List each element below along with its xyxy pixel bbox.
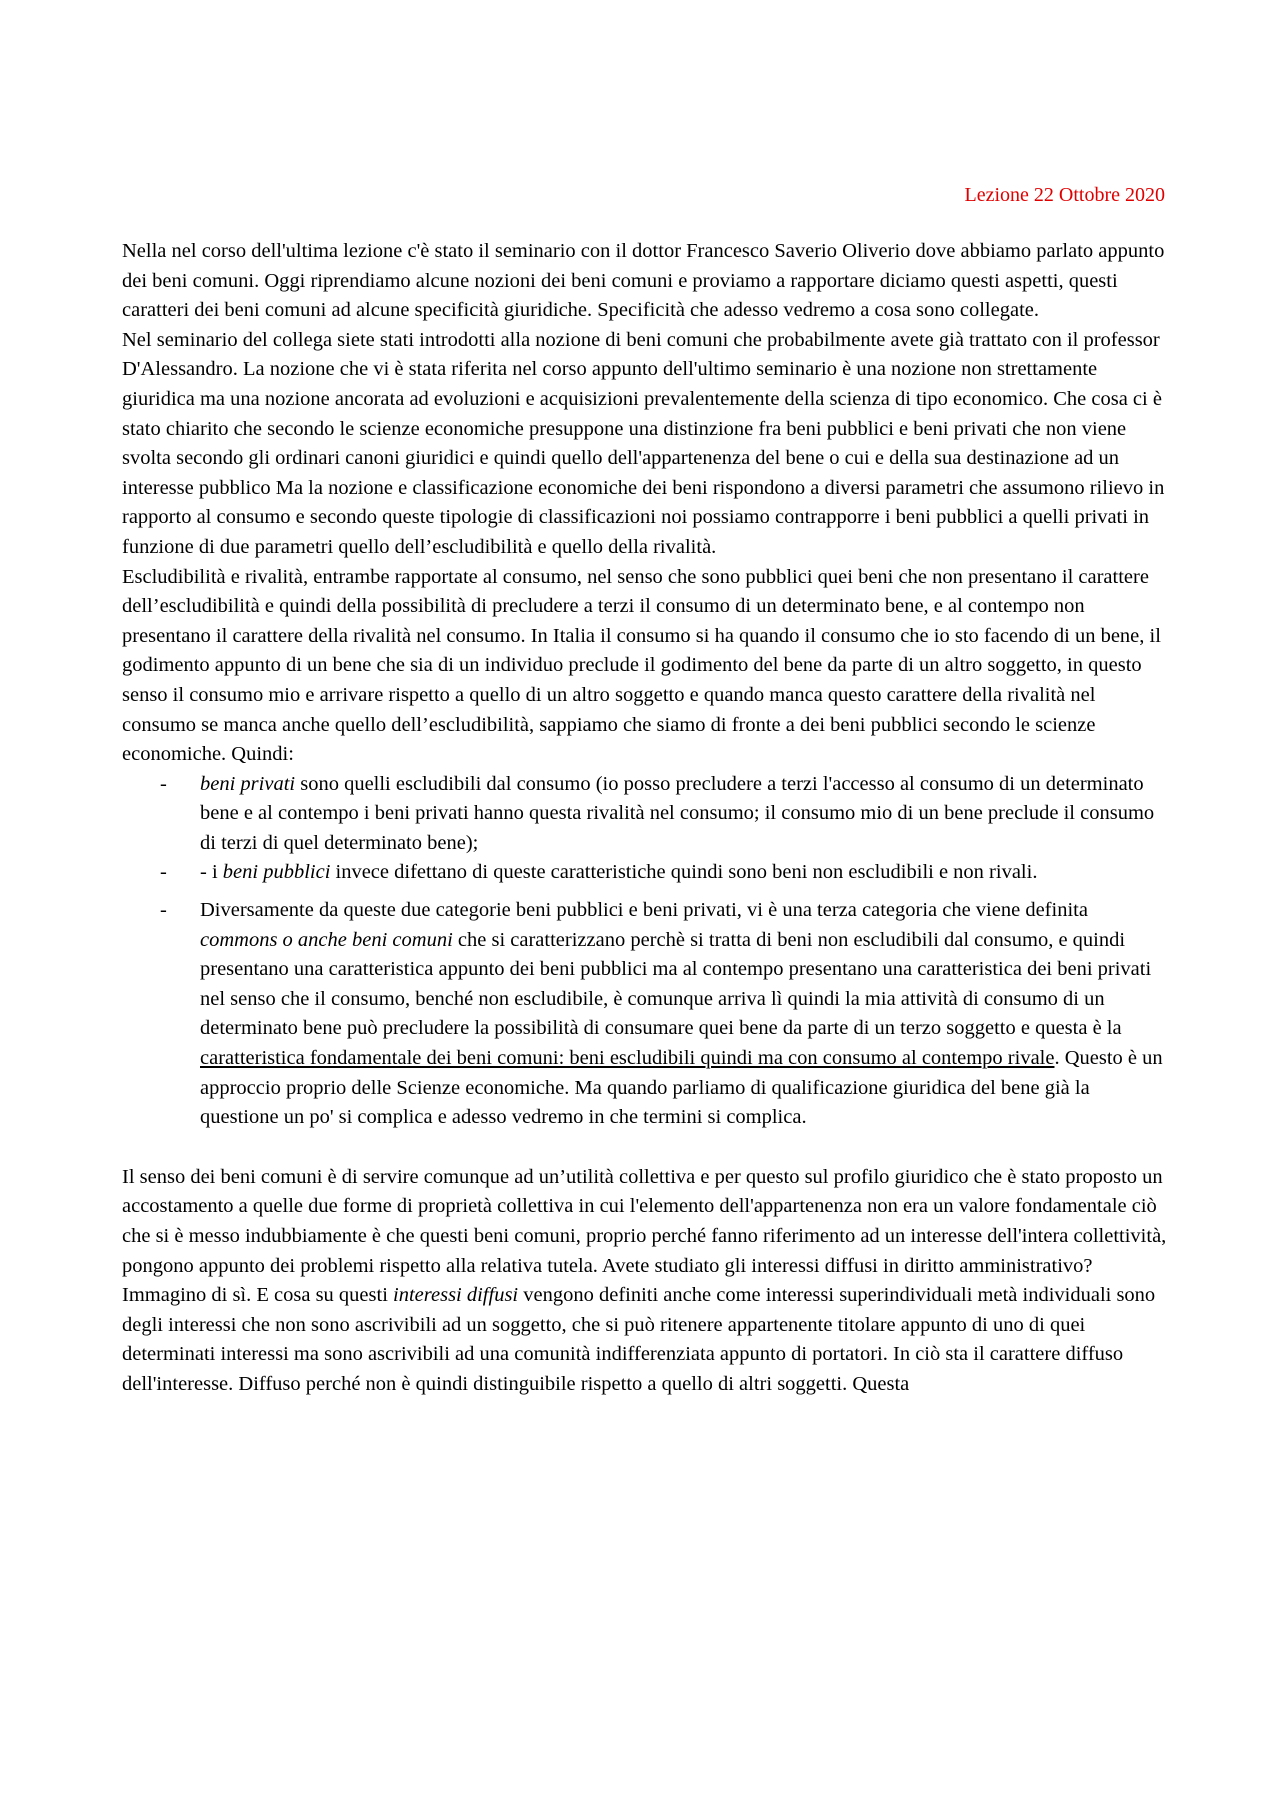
paragraph-4 [122, 1163, 1167, 1400]
list-dash: - [160, 861, 167, 884]
paragraph-text: vengono definiti anche come interessi superindividuali metà individuali sono degli interessi che non sono ascrivibili ad un soggetto, che si può ritenere appartenente titolare appunto di uno di quei determinati interessi ma sono ascrivibili ad una comunità indifferenziata appunto di portatori. In ciò sta il carattere diffuso dell'interesse. Diffuso perché non è quindi distinguibile rispetto a quello di altri soggetti. Questa [122, 1284, 1156, 1395]
list-dash: - [160, 899, 167, 922]
term-beni-pubblici: beni pubblici [222, 861, 331, 884]
list-item-prefix: - i [200, 861, 223, 884]
term-beni-privati: beni privati [200, 772, 296, 795]
list-item-text: invece difettano di queste caratteristiche quindi sono beni non escludibili e non rivali. [330, 861, 1038, 884]
list-item-commons [122, 896, 1167, 1133]
term-commons: commons o anche beni comuni [200, 928, 453, 951]
goods-list [122, 770, 1167, 1133]
list-item-public-goods [122, 858, 1167, 888]
list-item-text: sono quelli escludibili dal consumo (io posso precludere a terzi l'accesso al consumo di un determinato bene e al contempo i beni privati hanno questa rivalità nel consumo; il consumo mio di un bene preclude il consumo di terzi di quel determinato bene); [200, 772, 1155, 854]
paragraph-1: Nella nel corso dell'ultima lezione c'è stato il seminario con il dottor Francesco Saverio Oliverio dove abbiamo parlato appunto dei beni comuni. Oggi riprendiamo alcune nozioni dei beni comuni e proviamo a rapportare diciamo questi aspetti, questi caratteri dei beni comuni ad alcune specificità giuridiche. Specificità che adesso vedremo a cosa sono collegate. [122, 240, 1165, 322]
paragraph-2: Nel seminario del collega siete stati introdotti alla nozione di beni comuni che probabilmente avete già trattato con il professor D'Alessandro. La nozione che vi è stata riferita nel corso appunto dell'ultimo seminario è una nozione non strettamente giuridica ma una nozione ancorata ad evoluzioni e acquisizioni prevalentemente della scienza di tipo economico. Che cosa ci è stato chiarito che secondo le scienze economiche presuppone una distinzione fra beni pubblici e beni privati che non viene svolta secondo gli ordinari canoni giuridici e quindi quello dell'appartenenza del bene o cui e della sua destinazione ad un interesse pubblico Ma la nozione e classificazione economiche dei beni rispondono a diversi parametri che assumono rilievo in rapporto al consumo e secondo queste tipologie di classificazioni noi possiamo contrapporre i beni pubblici a quelli privati in funzione di due parametri quello dell’escludibilità e quello della rivalità. [122, 328, 1165, 558]
paragraph-text: Il senso dei beni comuni è di servire comunque ad un’utilità collettiva e per questo sul profilo giuridico che è stato proposto un accostamento a quelle due forme di proprietà collettiva in cui l'elemento dell'appartenenza non era un valore fondamentale ciò che si è messo indubbiamente è che questi beni comuni, proprio perché fanno riferimento ad un interesse dell'intera collettività, pongono appunto dei problemi rispetto alla relativa tutela. Avete studiato gli interessi diffusi in diritto amministrativo? Immagino di sì. E cosa su questi [122, 1165, 1167, 1307]
list-item-text: . Questo è un approccio proprio delle Scienze economiche. Ma quando parliamo di qualificazione giuridica del bene già la questione un po' si complica e adesso vedremo in che termini si complica. [200, 1047, 1163, 1129]
list-item-private-goods [122, 770, 1167, 859]
lecture-date: Lezione 22 Ottobre 2020 [964, 184, 1165, 206]
list-item-text: che si caratterizzano perchè si tratta di beni non escludibili dal consumo, e quindi presentano una caratteristica appunto dei beni pubblici ma al contempo presentano una caratteristica dei beni privati nel senso che il consumo, benché non escludibile, è comunque arriva lì quindi la mia attività di consumo di un determinato bene può precludere la possibilità di consumare quei bene da parte di un terzo soggetto e questa è la [200, 928, 1152, 1040]
document-body [122, 237, 1167, 1400]
paragraph-3: Escludibilità e rivalità, entrambe rapportate al consumo, nel senso che sono pubblici quei beni che non presentano il carattere dell’escludibilità e quindi della possibilità di precludere a terzi il consumo di un determinato bene, e al contempo non presentano il carattere della rivalità nel consumo. In Italia il consumo si ha quando il consumo che io sto facendo di un bene, il godimento appunto di un bene che sia di un individuo preclude il godimento del bene da parte di un altro soggetto, in questo senso il consumo mio e arrivare rispetto a quello di un altro soggetto e quando manca questo carattere della rivalità nel consumo se manca anche quello dell’escludibilità, sappiamo che siamo di fronte a dei beni pubblici secondo le scienze economiche. Quindi: [122, 565, 1161, 766]
term-interessi-diffusi: interessi diffusi [393, 1284, 519, 1307]
underlined-definition: caratteristica fondamentale dei beni comuni: beni escludibili quindi ma con consumo al contempo rivale [200, 1047, 1055, 1070]
list-item-text: Diversamente da queste due categorie beni pubblici e beni privati, vi è una terza categoria che viene definita [200, 899, 1088, 922]
list-dash: - [160, 772, 167, 795]
